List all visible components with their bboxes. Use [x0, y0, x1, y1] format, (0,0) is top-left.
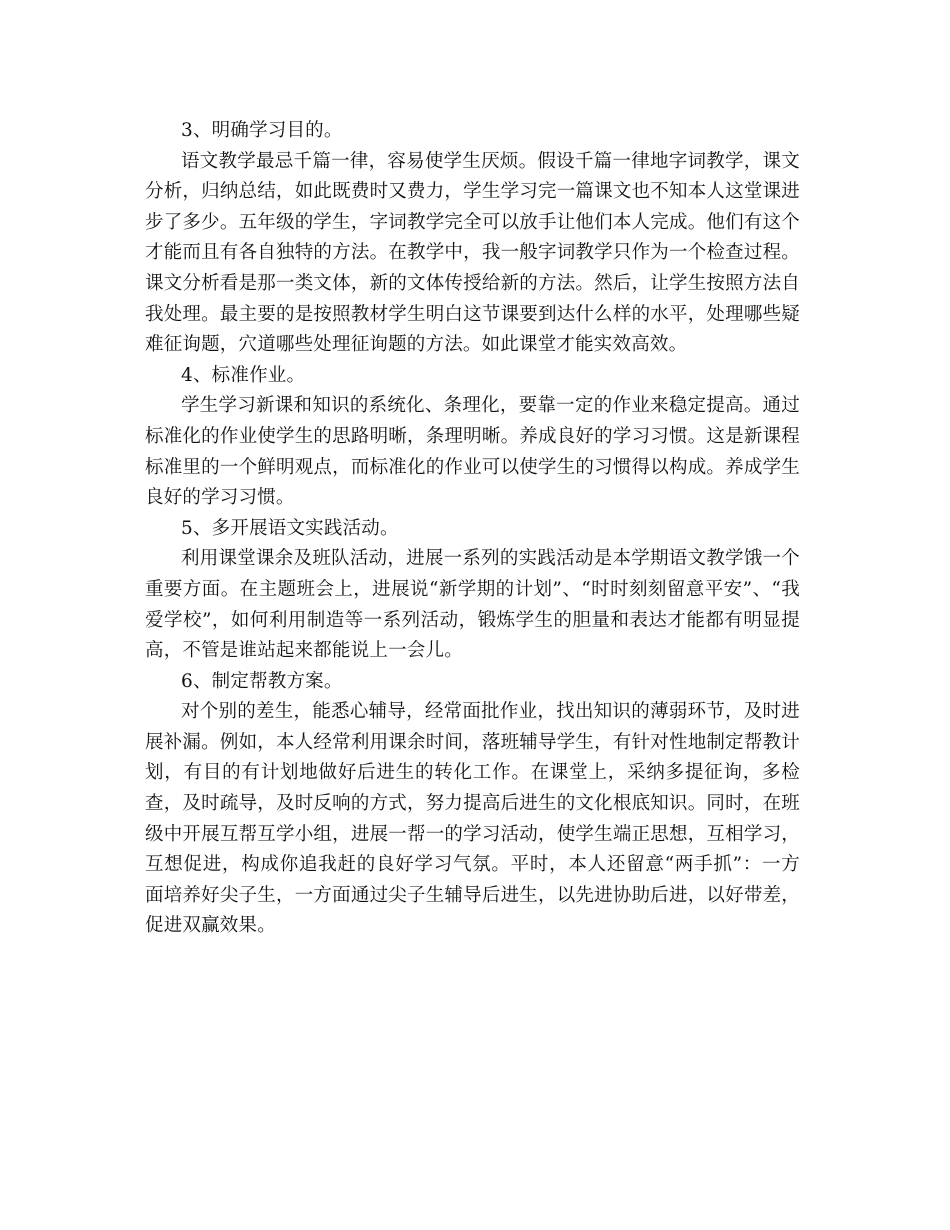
- section-heading: 3、明确学习目的。: [181, 120, 343, 141]
- section-body: 学生学习新课和知识的系统化、条理化，要靠一定的作业来稳定提高。通过标准化的作业使学生的思路明晰，条理明晰。养成良好的学习习惯。这是新课程标准里的一个鲜明观点，而标准化的作业可以使学生的习惯得以构成。养成学生良好的学习习惯。: [145, 395, 800, 509]
- section-body: 对个别的差生，能悉心辅导，经常面批作业，找出知识的薄弱环节，及时进展补漏。例如，本人经常利用课余时间，落班辅导学生，有针对性地制定帮教计划，有目的有计划地做好后进生的转化工作。在课堂上，采纳多提征询，多检查，及时疏导，及时反响的方式，努力提高后进生的文化根底知识。同时，在班级中开展互帮互学小组，进展一帮一的学习活动，使学生端正思想，互相学习，互想促进，构成你追我赶的良好学习气氛。平时，本人还留意“两手抓”：一方面培养好尖子生，一方面通过尖子生辅导后进生，以先进协助后进，以好带差，促进双赢效果。: [145, 701, 800, 937]
- section-heading: 6、制定帮教方案。: [181, 670, 343, 692]
- section-heading: 4、标准作业。: [181, 364, 306, 386]
- document-page: [145, 116, 800, 942]
- section-body: 利用课堂课余及班队活动，进展一系列的实践活动是本学期语文教学饿一个重要方面。在主题班会上，进展说“新学期的计划”、“时时刻刻留意平安”、“我爱学校”，如何利用制造等一系列活动，锻炼学生的胆量和表达才能都有明显提高，不管是谁站起来都能说上一会儿。: [145, 548, 800, 662]
- section-body: 语文教学最忌千篇一律，容易使学生厌烦。假设千篇一律地字词教学，课文分析，归纳总结，如此既费时又费力，学生学习完一篇课文也不知本人这堂课进步了多少。五年级的学生，字词教学完全可以放手让他们本人完成。他们有这个才能而且有各自独特的方法。在教学中，我一般字词教学只作为一个检查过程。课文分析看是那一类文体，新的文体传授给新的方法。然后，让学生按照方法自我处理。最主要的是按照教材学生明白这节课要到达什么样的水平，处理哪些疑难征询题，穴道哪些处理征询题的方法。如此课堂才能实效高效。: [145, 150, 800, 356]
- section-heading: 5、多开展语文实践活动。: [181, 517, 399, 539]
